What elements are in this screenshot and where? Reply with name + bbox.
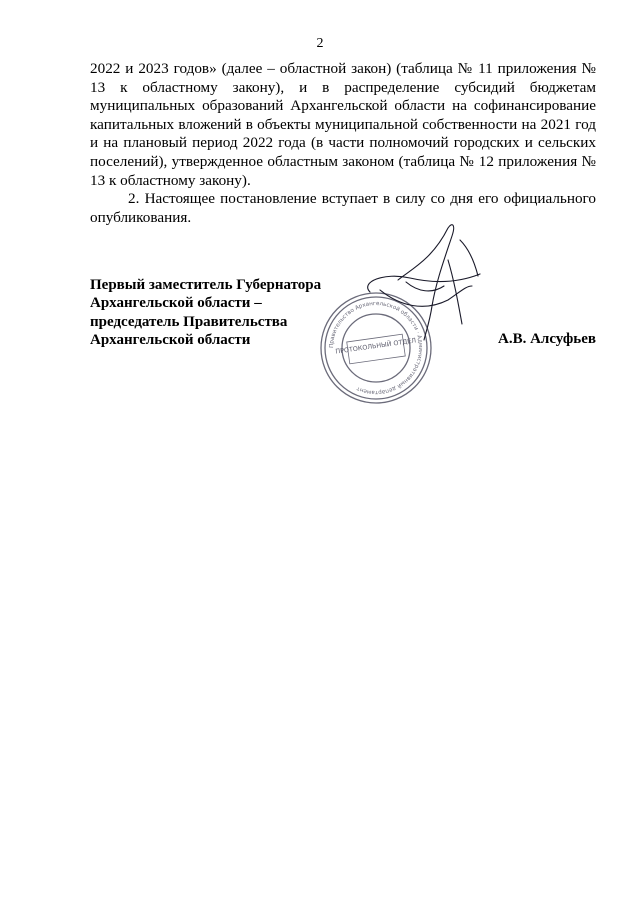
- signatory-title-line-3: председатель Правительства: [90, 313, 288, 330]
- signatory-name: А.В. Алсуфьев: [498, 331, 596, 347]
- paragraph-effective-date: 2. Настоящее постановление вступает в силу со дня его официального опубликования.: [90, 190, 596, 226]
- stamp-center-text: ПРОТОКОЛЬНЫЙ ОТДЕЛ: [334, 336, 417, 356]
- signatory-title: [90, 276, 321, 349]
- signatory-title-line-4: Архангельской области: [90, 331, 251, 348]
- stamp-ring-text: Правительство Архангельской области · Административный департамент: [328, 300, 424, 396]
- signatory-title-line-1: Первый заместитель Губернатора: [90, 277, 322, 293]
- signatory-title-line-2: Архангельской области –: [90, 295, 262, 312]
- handwritten-signature: [340, 220, 490, 350]
- paragraph-continuation: 2022 и 2023 годов» (далее – областной закон) (таблица № 11 приложения № 13 к областному закону), и в распределение субсидий бюджетам муниципальных образований Архангельской области на софинансирование капитальных вложений в объекты муниципальной собственности на 2021 год и на плановый период 2022 года (в части полномочий городских и сельских поселений), утвержденное областным законом (таблица № 12 приложения № 13 к областному закону).: [90, 60, 596, 189]
- document-body: [90, 60, 596, 227]
- page-number: 2: [316, 36, 324, 51]
